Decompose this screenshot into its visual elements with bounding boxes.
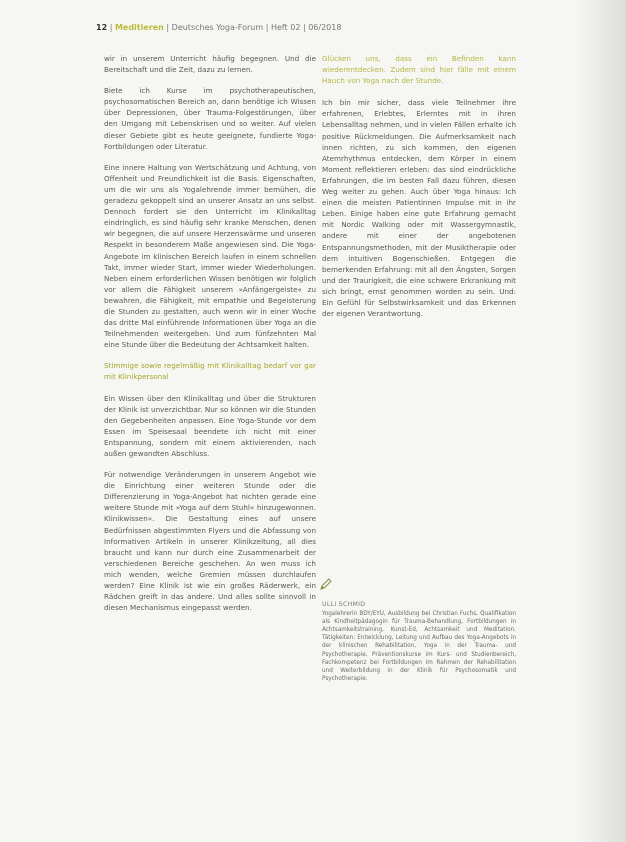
paragraph: Biete ich Kurse im psychotherapeutischen, psychosomatischen Bereich an, dann benötige ich Wissen über Depressionen, über Trauma-Folgestörungen, über den Umgang mit Lebenskrisen und so weiter. Auf vielen dieser Gebiete gibt es heute geeignete, fundierte Yoga-Fortbildungen oder Literatur. bbox=[104, 86, 316, 151]
paragraph: Für notwendige Veränderungen in unserem Angebot wie die Einrichtung einer weiteren Stunde oder die Differenzierung in Yoga-Angebot hat nichten gerade eine weitere Stunde mit »Yoga auf dem Stuhl« hinzugewonnen. Klinikwissen«. Die Gestaltung eines auf unsere Bedürfnissen abgestimmten Flyers und die Abfassung von Informativen Artikeln in unserer Klinikzeitung, all dies braucht und kann nur durch eine Zusammenarbeit der verschiedenen Bereiche geschehen. An wen muss ich mich wenden, welche Gremien müssen durchlaufen werden? Eine Klinik ist wie ein großes Räderwerk, ein Rädchen greift in das andere. Und alles sollte sinnvoll in diesen Mechanismus eingepasst werden. bbox=[104, 470, 316, 613]
paragraph: Ein Wissen über den Klinikalltag und über die Strukturen der Klinik ist unverzichtbar. Nur so können wir die Stunden den Gegebenheiten anpassen. Eine Yoga-Stunde vor dem Essen im Speisesaal beendete ich nicht mit einer Entspannung, sondern mit einem aktivierenden, nach außen gewandten Abschluss. bbox=[104, 393, 316, 458]
author-bio bbox=[322, 601, 516, 683]
paragraph: Eine innere Haltung von Wertschätzung und Achtung, von Offenheit und Freundlichkeit ist die Basis. Eigenschaften, um die wir uns als Yogalehrende immer bemühen, die geradezu gekoppelt sind an unserer Ansatz an uns selbst. Dennoch fordert sie den Unterricht im Klinikalltag eindringlich, es sind häufig sehr kranke Menschen, denen wir begegnen, die auf unsere Herzenswärme und unseren Respekt in besonderem Maße angewiesen sind. Die Yoga-Angebote im klinischen Bereich laufen in einem schnellen Takt, immer wieder Start, immer wieder Wiederholungen. Neben einem erforderlichen Wissen benötigen wir folglich vor allem die Fähigkeit unserem »Anfängergeiste« zu bewahren, die Fähigkeit, mit empathie und Begeisterung die Stunden zu gestalten, auch wenn wir in einer Woche das dritte Mal einführende Informationen über Yoga an die Teilnehmenden weitergeben. Und zum fünfzehnten Mal eine Stunde über die Bedeutung der Achtsamkeit halten. bbox=[104, 162, 316, 350]
author-name: ULLI SCHMID bbox=[322, 601, 366, 608]
left-column bbox=[104, 53, 316, 623]
subheading: Stimmige sowie regelmäßig mit Klinikalltag bedarf vor gar mit Klinikpersonal bbox=[104, 361, 316, 382]
pencil-icon bbox=[320, 578, 332, 590]
author-bio-text: Yogalehrerin BDY/EYU, Ausbildung bei Christian Fuchs, Qualifikation als Kindheitpädagogin für Trauma-Behandlung, Fortbildungen in Achtsamkeitstraining, Kunst-Ed, Achtsamkeit und Meditation. Tätigkeiten: Entwicklung, Leitung und Aufbau des Yoga-Angebots in der klinischen Rehabilitation, Yoga in der Trauma- und Psychotherapie, Präventionskurse im Kurs- und Studienbereich, Fachkompetenz bei Fortbildungen im Rahmen der Rehabilitation und Weiterbildung in der Klinik für Psychosomatik und Psychotherapie. bbox=[322, 611, 516, 682]
right-column bbox=[322, 53, 516, 329]
pull-quote: Glücken uns, dass ein Befinden kann wiederentdecken. Zudem sind hier fälle mit einem Hauch von Yoga nach der Stunde. bbox=[322, 54, 516, 86]
page-number: 12 bbox=[96, 23, 108, 32]
paragraph: Ich bin mir sicher, dass viele Teilnehmer ihre erfahrenen, Erlebtes, Erlerntes mit in ihren Lebensalltag nehmen, und in vielen Fällen erhalte ich positive Rückmeldungen. Die Aufmerksamkeit nach innen richten, zu sich kommen, den eigenen Atemrhythmus entdecken, dem Körper in einem Moment reflektieren erleben: das sind eindrückliche Erfahrungen, die im besten Fall dazu führen, diesen Weg weiter zu gehen. Auch über Yoga hinaus: Ich einen die meisten Patientinnen Impulse mit in ihr Leben. Einige haben eine gute Erfahrung gemacht mit Nordic Walking oder mit Wassergymnastik, andere mit einer der angebotenen Entspannungsmethoden, mit der Musiktherapie oder dem intuitiven Bogenschießen. Entgegen die bemerkenden Erfahrung: mit all den Ängsten, Sorgen und der Traurigkeit, die eine schwere Erkrankung mit sich bringt, ernst genommen worden zu sein. Und: Ein Gefühl für Selbstwirksamkeit und das Erkennen der eigenen Verantwortung. bbox=[322, 98, 516, 319]
publication-info: Deutsches Yoga-Forum | Heft 02 | 06/2018 bbox=[171, 23, 342, 32]
page-header: 12 | Meditieren | Deutsches Yoga-Forum | Heft 02 | 06/2018 bbox=[96, 23, 342, 32]
paragraph: wir in unserem Unterricht häufig begegnen. Und die Bereitschaft und die Zeit, dazu zu lernen. bbox=[104, 54, 316, 75]
section-title: Meditieren bbox=[114, 23, 164, 32]
scan-shadow bbox=[576, 0, 626, 842]
